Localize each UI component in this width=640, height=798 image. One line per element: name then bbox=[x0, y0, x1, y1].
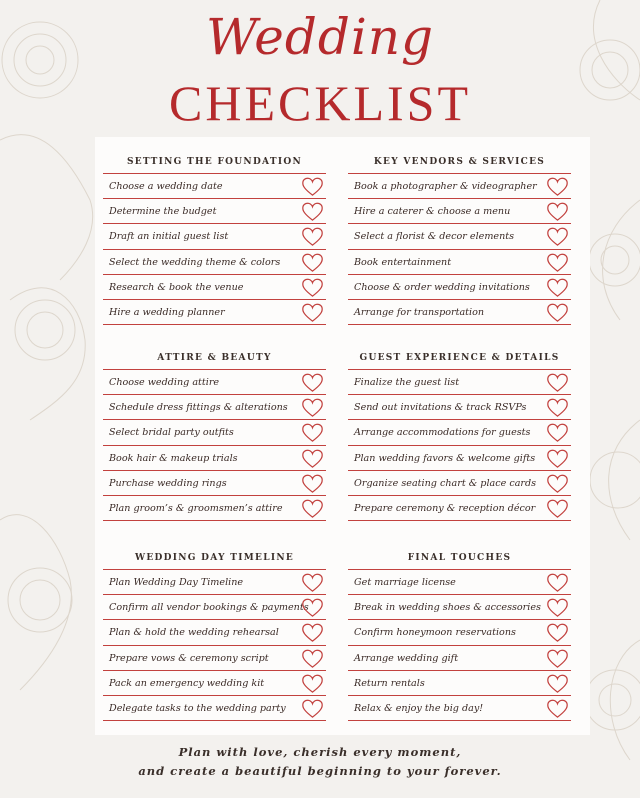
checklist-item[interactable] bbox=[103, 224, 326, 249]
heart-checkbox-icon[interactable] bbox=[301, 302, 324, 323]
heart-checkbox-icon[interactable] bbox=[301, 176, 324, 197]
checklist-item[interactable] bbox=[103, 471, 326, 496]
checklist-item-label: Choose a wedding date bbox=[109, 181, 223, 192]
heart-checkbox-icon[interactable] bbox=[301, 201, 324, 222]
section-3 bbox=[103, 347, 326, 521]
checklist-item[interactable] bbox=[348, 696, 571, 721]
heart-checkbox-icon[interactable] bbox=[301, 252, 324, 273]
checklist-item-label: Finalize the guest list bbox=[354, 377, 460, 388]
heart-checkbox-icon[interactable] bbox=[301, 698, 324, 719]
heart-checkbox-icon[interactable] bbox=[546, 252, 569, 273]
checklist-item-label: Book entertainment bbox=[354, 256, 452, 268]
heart-checkbox-icon[interactable] bbox=[546, 698, 569, 719]
checklist-item[interactable] bbox=[348, 300, 571, 325]
checklist-item[interactable] bbox=[348, 671, 571, 696]
checklist-item[interactable] bbox=[103, 300, 326, 325]
checklist-item[interactable] bbox=[348, 199, 571, 224]
heart-checkbox-icon[interactable] bbox=[546, 498, 569, 519]
title-main: CHECKLIST bbox=[169, 75, 471, 131]
checklist-item[interactable] bbox=[348, 370, 571, 395]
heart-checkbox-icon[interactable] bbox=[546, 277, 569, 298]
checklist-item[interactable] bbox=[348, 471, 571, 496]
checklist-item-label: Arrange wedding gift bbox=[354, 652, 459, 664]
heart-checkbox-icon[interactable] bbox=[301, 448, 324, 469]
checklist-item-label: Delegate tasks to the wedding party bbox=[109, 702, 286, 714]
checklist-item-label: Choose & order wedding invitations bbox=[354, 281, 530, 293]
checklist-item[interactable] bbox=[348, 174, 571, 199]
checklist-item-label: Send out invitations & track RSVPs bbox=[354, 402, 527, 414]
heart-checkbox-icon[interactable] bbox=[301, 372, 324, 393]
title-script: Wedding bbox=[205, 8, 435, 66]
checklist bbox=[348, 569, 571, 721]
checklist-item-label: Plan Wedding Day Timeline bbox=[109, 577, 244, 588]
checklist-item[interactable] bbox=[103, 595, 326, 620]
checklist-item-label: Select the wedding theme & colors bbox=[109, 256, 281, 268]
footer-line-1: Plan with love, cherish every moment, bbox=[178, 745, 462, 759]
heart-checkbox-icon[interactable] bbox=[546, 397, 569, 418]
heart-checkbox-icon[interactable] bbox=[546, 422, 569, 443]
checklist-item-label: Schedule dress fittings & alterations bbox=[109, 402, 288, 414]
heart-checkbox-icon[interactable] bbox=[546, 648, 569, 669]
heart-checkbox-icon[interactable] bbox=[301, 622, 324, 643]
section-5 bbox=[103, 547, 326, 721]
footer-line-2: and create a beautiful beginning to your forever. bbox=[138, 764, 502, 778]
checklist-item-label: Purchase wedding rings bbox=[109, 477, 227, 489]
section-title: KEY VENDORS & SERVICES bbox=[373, 157, 546, 167]
checklist-item-label: Relax & enjoy the big day! bbox=[354, 702, 484, 714]
heart-checkbox-icon[interactable] bbox=[546, 372, 569, 393]
checklist-item-label: Book a photographer & videographer bbox=[354, 181, 537, 192]
heart-checkbox-icon[interactable] bbox=[546, 597, 569, 618]
heart-checkbox-icon[interactable] bbox=[301, 277, 324, 298]
checklist-item[interactable] bbox=[103, 174, 326, 199]
checklist-item[interactable] bbox=[103, 275, 326, 300]
checklist-item-label: Select bridal party outfits bbox=[109, 427, 234, 439]
checklist-item[interactable] bbox=[103, 570, 326, 595]
checklist-item[interactable] bbox=[348, 570, 571, 595]
checklist-item[interactable] bbox=[103, 646, 326, 671]
checklist-item[interactable] bbox=[103, 199, 326, 224]
checklist-item[interactable] bbox=[348, 224, 571, 249]
checklist-item-label: Research & book the venue bbox=[109, 281, 244, 293]
checklist-item[interactable] bbox=[103, 420, 326, 445]
heart-checkbox-icon[interactable] bbox=[301, 648, 324, 669]
section-1 bbox=[103, 151, 326, 325]
heart-checkbox-icon[interactable] bbox=[546, 622, 569, 643]
checklist bbox=[348, 173, 571, 325]
checklist-item-label: Organize seating chart & place cards bbox=[354, 477, 537, 489]
checklist-item-label: Pack an emergency wedding kit bbox=[109, 677, 265, 689]
checklist-item-label: Draft an initial guest list bbox=[109, 231, 229, 243]
checklist-item[interactable] bbox=[103, 370, 326, 395]
heart-checkbox-icon[interactable] bbox=[546, 302, 569, 323]
checklist-item[interactable] bbox=[348, 395, 571, 420]
checklist-item[interactable] bbox=[348, 446, 571, 471]
heart-checkbox-icon[interactable] bbox=[301, 226, 324, 247]
heart-checkbox-icon[interactable] bbox=[301, 572, 324, 593]
heart-checkbox-icon[interactable] bbox=[546, 473, 569, 494]
checklist-item-label: Confirm honeymoon reservations bbox=[354, 627, 516, 639]
checklist-item-label: Select a florist & decor elements bbox=[354, 231, 515, 243]
checklist-item-label: Book hair & makeup trials bbox=[109, 452, 238, 464]
checklist bbox=[103, 569, 326, 721]
checklist-item[interactable] bbox=[348, 275, 571, 300]
checklist-item-label: Return rentals bbox=[354, 677, 425, 689]
checklist-item[interactable] bbox=[103, 395, 326, 420]
checklist-item[interactable] bbox=[348, 620, 571, 645]
heart-checkbox-icon[interactable] bbox=[546, 201, 569, 222]
checklist-item[interactable] bbox=[348, 250, 571, 275]
checklist bbox=[103, 369, 326, 521]
checklist-item[interactable] bbox=[348, 646, 571, 671]
checklist bbox=[348, 369, 571, 521]
checklist bbox=[103, 173, 326, 325]
checklist-item-label: Plan & hold the wedding rehearsal bbox=[109, 627, 279, 639]
heart-checkbox-icon[interactable] bbox=[301, 597, 324, 618]
section-title: SETTING THE FOUNDATION bbox=[126, 157, 303, 167]
section-title: ATTIRE & BEAUTY bbox=[157, 353, 272, 363]
heart-checkbox-icon[interactable] bbox=[301, 473, 324, 494]
checklist-item-label: Plan wedding favors & welcome gifts bbox=[354, 452, 536, 464]
checklist-item[interactable] bbox=[103, 620, 326, 645]
checklist-item-label: Confirm all vendor bookings & payments bbox=[109, 602, 309, 614]
heart-checkbox-icon[interactable] bbox=[301, 498, 324, 519]
checklist-item-label: Arrange accommodations for guests bbox=[354, 427, 531, 439]
checklist-item[interactable] bbox=[348, 496, 571, 521]
checklist-item-label: Hire a wedding planner bbox=[109, 306, 225, 318]
checklist-item-label: Plan groom’s & groomsmen’s attire bbox=[109, 502, 283, 514]
section-4 bbox=[348, 347, 571, 521]
checklist-item-label: Prepare ceremony & reception décor bbox=[354, 502, 536, 514]
heart-checkbox-icon[interactable] bbox=[546, 673, 569, 694]
checklist-item-label: Hire a caterer & choose a menu bbox=[354, 206, 511, 218]
checklist-item-label: Get marriage license bbox=[354, 577, 456, 588]
section-title: FINAL TOUCHES bbox=[407, 553, 512, 563]
checklist-item[interactable] bbox=[348, 595, 571, 620]
heart-checkbox-icon[interactable] bbox=[301, 422, 324, 443]
checklist-item[interactable] bbox=[103, 446, 326, 471]
section-title: GUEST EXPERIENCE & DETAILS bbox=[359, 353, 560, 363]
heart-checkbox-icon[interactable] bbox=[546, 572, 569, 593]
heart-checkbox-icon[interactable] bbox=[301, 673, 324, 694]
checklist-item-label: Prepare vows & ceremony script bbox=[109, 652, 269, 664]
heart-checkbox-icon[interactable] bbox=[546, 448, 569, 469]
checklist-item[interactable] bbox=[348, 420, 571, 445]
checklist-item-label: Determine the budget bbox=[109, 206, 217, 218]
checklist-item[interactable] bbox=[103, 696, 326, 721]
checklist-item[interactable] bbox=[103, 496, 326, 521]
section-6 bbox=[348, 547, 571, 721]
checklist-item-label: Choose wedding attire bbox=[109, 377, 220, 388]
section-title: WEDDING DAY TIMELINE bbox=[134, 553, 295, 563]
checklist-item-label: Break in wedding shoes & accessories bbox=[354, 602, 541, 614]
heart-checkbox-icon[interactable] bbox=[546, 176, 569, 197]
heart-checkbox-icon[interactable] bbox=[301, 397, 324, 418]
checklist-item[interactable] bbox=[103, 250, 326, 275]
footer-quote bbox=[0, 743, 640, 781]
heart-checkbox-icon[interactable] bbox=[546, 226, 569, 247]
section-2 bbox=[348, 151, 571, 325]
checklist-item[interactable] bbox=[103, 671, 326, 696]
checklist-item-label: Arrange for transportation bbox=[354, 306, 485, 318]
